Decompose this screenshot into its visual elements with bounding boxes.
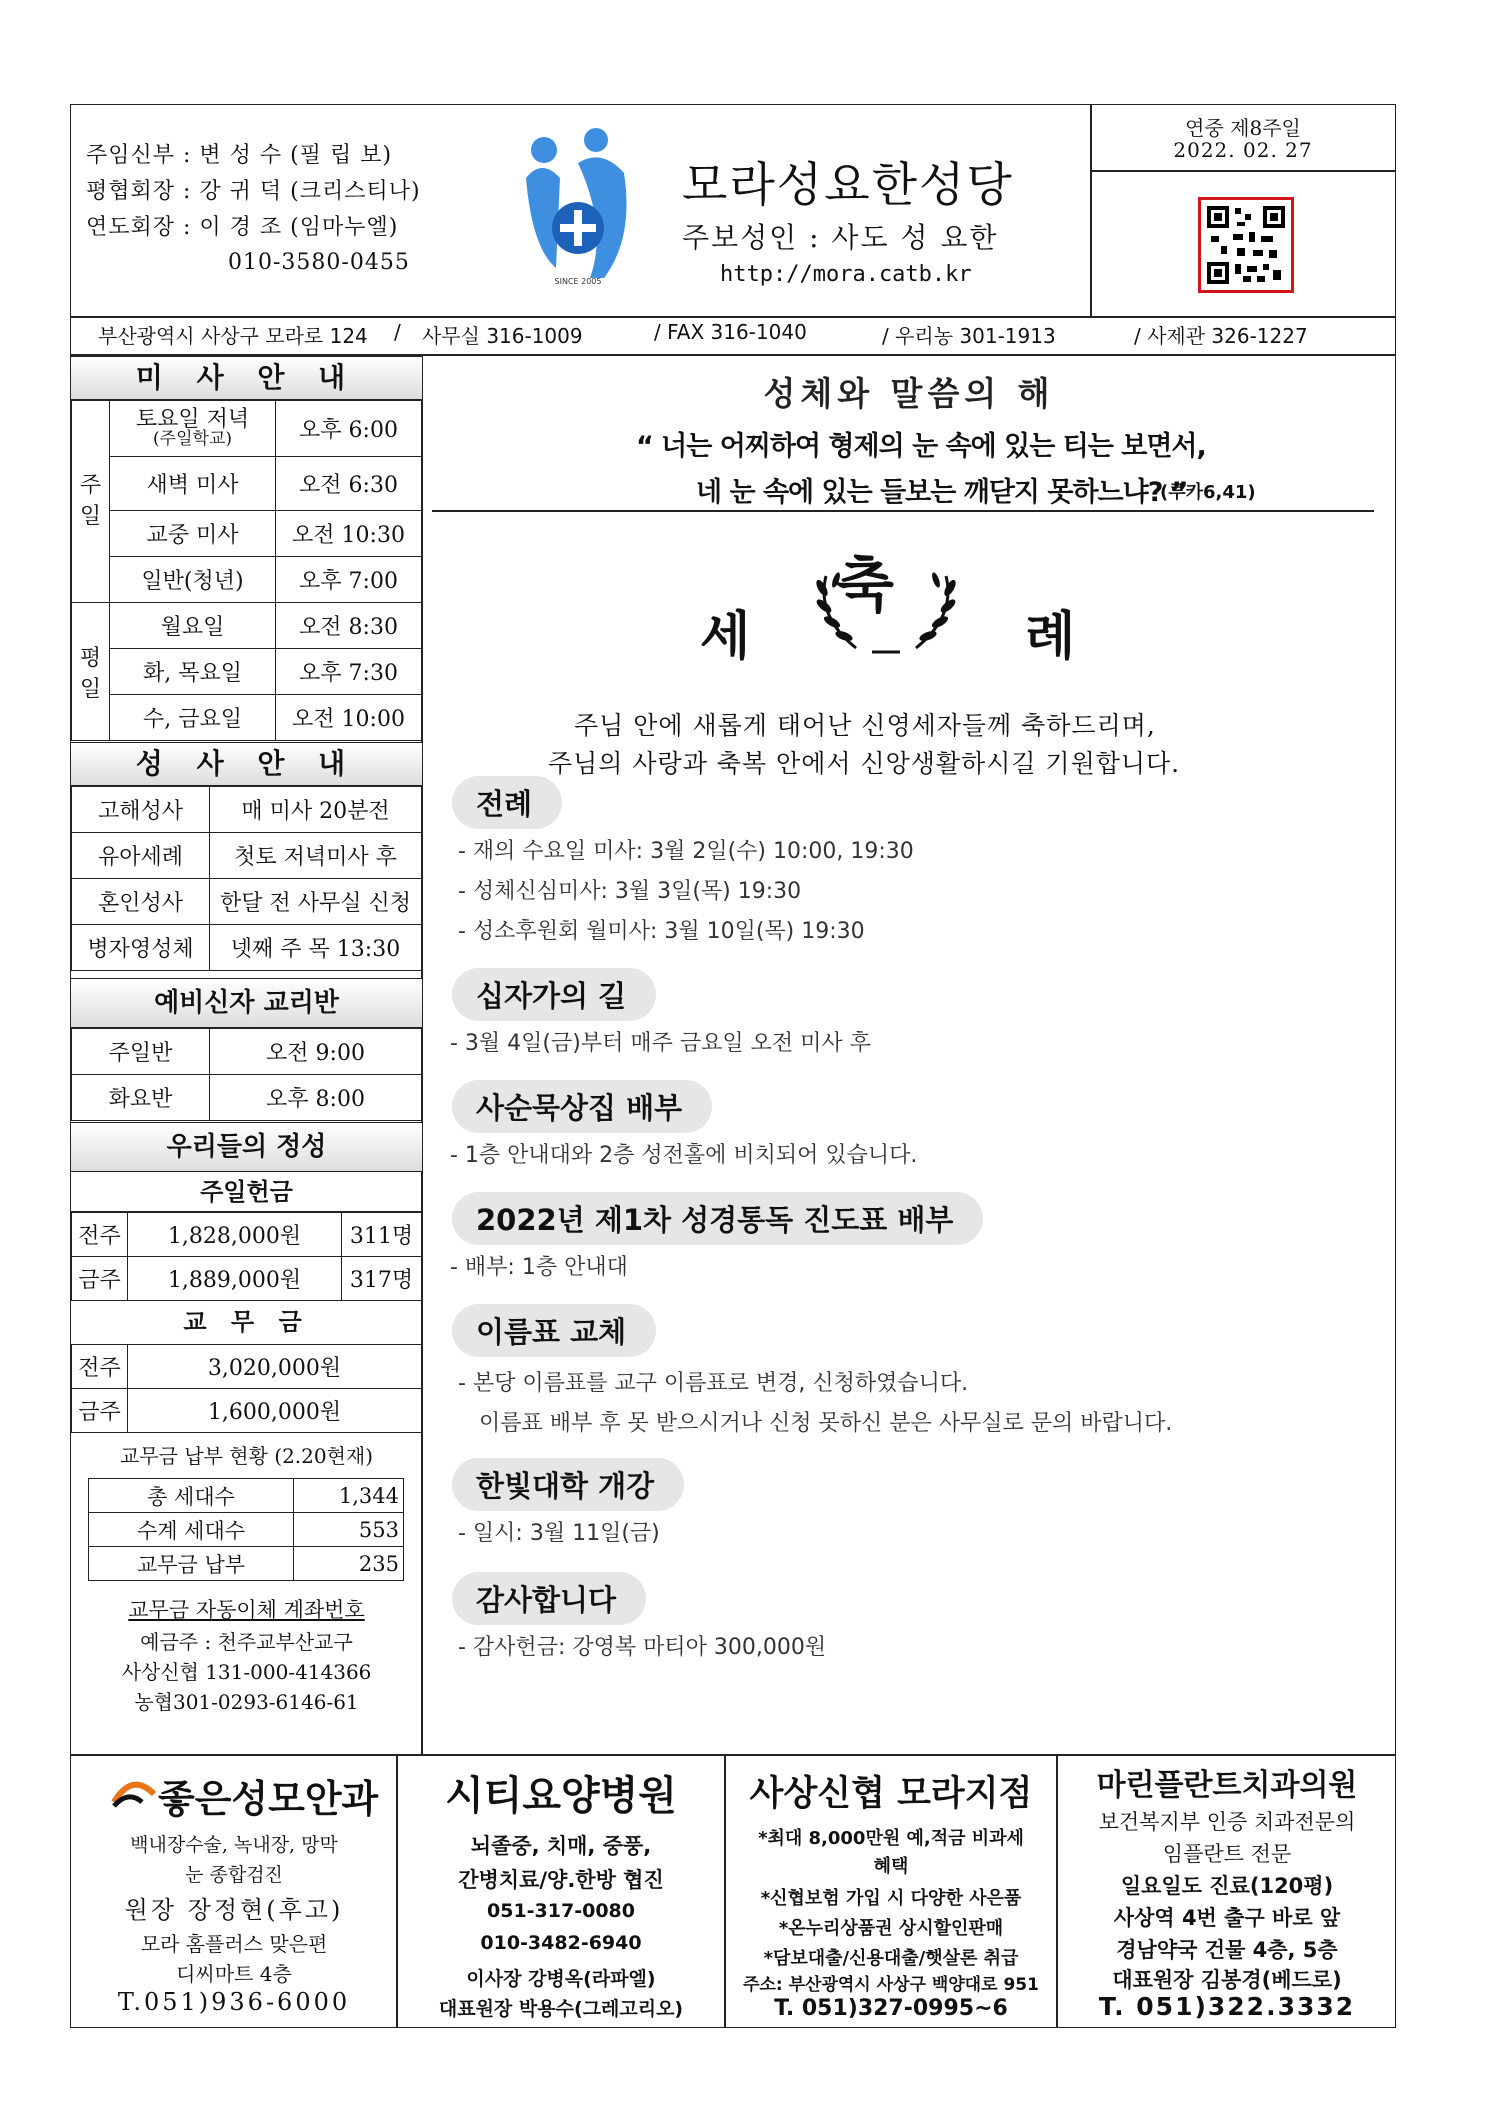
sacrament-info: 매 미사 20분전 [210,787,422,833]
mass-time: 오전 6:30 [276,457,422,511]
sacrament-name: 병자영성체 [72,925,210,971]
mass-schedule-table [71,400,422,741]
offering-amount: 1,889,000원 [128,1257,342,1301]
mass-time: 오후 6:00 [276,401,422,457]
status-value: 553 [294,1513,404,1547]
staff-council: 평협회장 : 강 귀 덕 (크리스티나) [86,179,421,204]
catechumen-title: 예비신자 교리반 [71,978,422,1028]
offering-count: 317명 [342,1257,422,1301]
theme-quote-line1: “ 너는 어찌하여 형제의 눈 속에 있는 티는 보면서, [636,431,1206,462]
ad-line: 일요일도 진료(120평) [1120,1874,1334,1898]
notice-item: - 배부: 1층 안내대 [450,1255,628,1280]
status-label: 총 세대수 [89,1479,294,1513]
ad-line: 대표원장 김봉경(베드로) [1112,1968,1342,1992]
parish-url[interactable]: http://mora.catb.kr [720,262,972,287]
dues-table [71,1344,422,1433]
mass-name: 월요일 [110,603,276,649]
sacrament-info: 한달 전 사무실 신청 [210,879,422,925]
notice-title-bible-reading: 2022년 제1차 성경통독 진도표 배부 [452,1192,983,1245]
theme-divider [432,510,1374,512]
notice-title-nametag: 이름표 교체 [452,1304,656,1357]
ad-line: 사상역 4번 출구 바로 앞 [1113,1906,1341,1930]
notice-item: - 감사헌금: 강영복 마티아 300,000원 [458,1635,827,1660]
status-value: 1,344 [294,1479,404,1513]
notice-item: - 성소후원회 월미사: 3월 10일(목) 19:30 [458,919,865,944]
notice-item: - 본당 이름표를 교구 이름표로 변경, 신청하였습니다. [458,1371,969,1396]
sacrament-name: 혼인성사 [72,879,210,925]
qr-code[interactable] [1198,197,1294,293]
bulletin-date: 2022. 02. 27 [1173,138,1313,162]
dues-amount: 1,600,000원 [128,1389,422,1433]
class-name: 화요반 [72,1075,210,1121]
ad-name: 시티요양병원 [445,1773,677,1819]
ad-line: 백내장수술, 녹내장, 망막 [130,1834,338,1856]
account-title: 교무금 자동이체 계좌번호 [128,1598,365,1622]
patron-saint: 주보성인 : 사도 성 요한 [682,221,999,254]
ad-phone: T.051)936-6000 [117,1988,351,2016]
status-value: 235 [294,1547,404,1581]
status-label: 교무금 납부 [89,1547,294,1581]
mass-time: 오전 10:00 [276,695,422,741]
dues-week: 금주 [72,1389,128,1433]
mass-name: 화, 목요일 [110,649,276,695]
ad-line: 임플란트 전문 [1162,1842,1292,1866]
class-time: 오전 9:00 [210,1029,422,1075]
mass-time: 오전 8:30 [276,603,422,649]
sacrament-table [71,786,422,971]
theme-title: 성체와 말씀의 해 [763,374,1055,413]
notice-title-college: 한빛대학 개강 [452,1458,684,1511]
ad-phone: 010-3482-6940 [480,1932,642,1954]
notice-title-liturgy: 전례 [452,776,562,829]
staff-phone: 010-3580-0455 [228,250,410,275]
ad-line: 뇌졸중, 치매, 중풍, [470,1834,652,1858]
status-label: 수계 세대수 [89,1513,294,1547]
notice-item: - 1층 안내대와 2층 성전홀에 비치되어 있습니다. [450,1143,918,1168]
baptism-message-line2: 주님의 사랑과 축복 안에서 신앙생활하시길 기원합니다. [548,749,1181,778]
notice-item: - 성체신심미사: 3월 3일(목) 19:30 [458,879,802,904]
class-time: 오후 8:00 [210,1075,422,1121]
baptism-left-char: 세 [700,606,751,667]
ad-line: 원장 장정현(후고) [124,1896,344,1924]
ad-name: 마린플란트치과의원 [1096,1768,1358,1803]
mass-time: 오전 10:30 [276,511,422,557]
mass-guide-title: 미 사 안 내 [71,356,422,400]
offering-week: 전주 [72,1213,128,1257]
ad-line: 주소: 부산광역시 사상구 백양대로 951 [743,1975,1039,1995]
ad-name: 좋은성모안과 [158,1777,379,1821]
mass-time: 오후 7:00 [276,557,422,603]
dues-week: 전주 [72,1345,128,1389]
mass-name: 토요일 저녁 (주일학교) [110,401,276,457]
sacrament-info: 넷째 주 목 13:30 [210,925,422,971]
mass-name: 교중 미사 [110,511,276,557]
ad-line: 디씨마트 4층 [176,1962,292,1986]
eye-clinic-logo-icon [110,1772,156,1816]
account-number: 농협301-0293-6146-61 [134,1690,359,1714]
theme-quote-ref: (루카6,41) [1160,482,1256,503]
notice-item: - 재의 수요일 미사: 3월 2일(수) 10:00, 19:30 [458,839,914,864]
ad-line: 혜택 [873,1856,909,1877]
ad-line: 눈 종합검진 [185,1864,283,1886]
dues-amount: 3,020,000원 [128,1345,422,1389]
ad-line: 간병치료/양.한방 협진 [458,1868,664,1892]
address-sep: / [394,320,401,344]
ad-dental-clinic[interactable] [1058,1754,1396,2026]
class-name: 주일반 [72,1029,210,1075]
notice-item: - 3월 4일(금)부터 매주 금요일 오전 미사 후 [450,1031,871,1056]
baptism-center-char: 축 [836,551,894,621]
sunday-offering-title: 주일헌금 [71,1172,422,1212]
notice-title-lent-book: 사순묵상집 배부 [452,1080,712,1133]
office-phone: 사무실 316-1009 [422,324,583,348]
farm-phone: / 우리농 301-1913 [882,324,1056,348]
notice-item: - 일시: 3월 11일(금) [458,1521,660,1546]
staff-pastor: 주임신부 : 변 성 수 (필 립 보) [86,143,393,168]
offering-count: 311명 [342,1213,422,1257]
account-number: 사상신협 131-000-414366 [121,1660,372,1684]
header-divider [70,316,1396,318]
sacrament-info: 첫토 저녁미사 후 [210,833,422,879]
offering-week: 금주 [72,1257,128,1301]
mass-name: 수, 금요일 [110,695,276,741]
rectory-phone: / 사제관 326-1227 [1134,324,1308,348]
ad-phone: T. 051)322.3332 [1098,1992,1356,2021]
parish-logo [512,128,642,290]
baptism-right-char: 례 [1025,606,1076,667]
weekday-label: 평일 [72,603,110,741]
ad-line: *최대 8,000만원 예,적금 비과세 [758,1828,1024,1849]
mass-name: 새벽 미사 [110,457,276,511]
ad-credit-union[interactable] [726,1754,1056,2026]
sacrament-guide-title: 성 사 안 내 [71,742,422,786]
ad-line: 보건복지부 인증 치과전문의 [1098,1810,1356,1834]
ad-nursing-hospital[interactable] [398,1754,724,2026]
dues-status-title: 교무금 납부 현황 (2.20현재) [119,1444,374,1468]
staff-region: 연도회장 : 이 경 조 (임마누엘) [86,215,399,240]
ad-line: *담보대출/신용대출/햇살론 취급 [763,1948,1019,1969]
ad-line: 경남약국 건물 4층, 5층 [1116,1938,1338,1962]
offering-amount: 1,828,000원 [128,1213,342,1257]
parish-name: 모라성요한성당 [682,158,1014,213]
sunday-label: 주일 [72,401,110,603]
ad-line: 모라 홈플러스 맞은편 [140,1932,328,1956]
mass-time: 오후 7:30 [276,649,422,695]
dues-status-table [88,1478,404,1581]
mass-name: 일반(청년) [110,557,276,603]
ad-line: 대표원장 박용수(그레고리오) [438,1998,684,2020]
fax-number: / FAX 316-1040 [654,320,807,344]
notice-item: 이름표 배부 후 못 받으시거나 신청 못하신 분은 사무실로 문의 바랍니다. [458,1411,1173,1436]
logo-since: SINCE 2005 [554,277,602,286]
sacrament-name: 고해성사 [72,787,210,833]
ad-line: *신협보험 가입 시 다양한 사은품 [760,1888,1022,1909]
dues-title: 교 무 금 [183,1308,310,1336]
ad-name: 사상신협 모라지점 [749,1774,1033,1814]
ad-line: *온누리상품권 상시할인판매 [778,1918,1004,1939]
theme-quote-line2: 네 눈 속에 있는 들보는 깨닫지 못하느냐? ” [696,477,1188,508]
ad-phone: T. 051)327-0995~6 [774,1996,1008,2021]
date-box-line [1090,170,1396,172]
notice-title-thanks: 감사합니다 [452,1572,646,1625]
ad-phone: 051-317-0080 [487,1900,635,1922]
liturgical-week: 연중 제8주일 [1185,116,1301,140]
baptism-message-line1: 주님 안에 새롭게 태어난 신영세자들께 축하드리며, [574,711,1156,740]
ad-eye-clinic[interactable] [72,1754,396,2026]
offering-title: 우리들의 정성 [71,1122,422,1172]
catechumen-table [71,1028,422,1121]
sunday-offering-table [71,1212,422,1301]
address: 부산광역시 사상구 모라로 124 [98,324,368,348]
sacrament-name: 유아세례 [72,833,210,879]
ad-line: 이사장 강병옥(라파엘) [466,1968,656,1990]
account-holder: 예금주 : 천주교부산교구 [140,1630,353,1654]
notice-title-stations: 십자가의 길 [452,968,656,1021]
